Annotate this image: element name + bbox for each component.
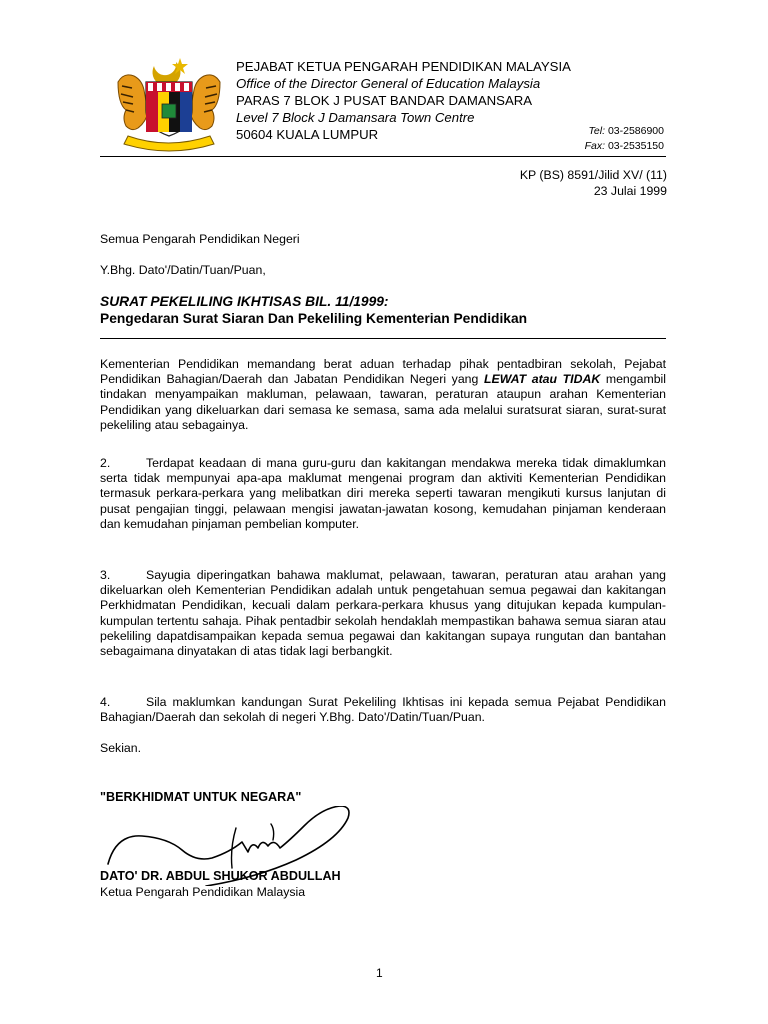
- page-number: 1: [376, 966, 383, 980]
- signatory-name: DATO' DR. ABDUL SHUKOR ABDULLAH: [100, 869, 341, 883]
- paragraph-2: [100, 456, 666, 532]
- paragraph-4-text: Sila maklumkan kandungan Surat Pekeliling Ikhtisas ini kepada semua Pejabat Pendidikan Bahagian/Daerah dan sekolah di negeri Y.Bhg. Dato'/Datin/Tuan/Puan.: [100, 695, 666, 725]
- paragraph-4-number: 4.: [100, 695, 111, 709]
- telephone-number: 03-2586900: [607, 125, 664, 137]
- letter-date: 23 Julai 1999: [593, 184, 667, 198]
- letterhead-office-name: PEJABAT KETUA PENGARAH PENDIDIKAN MALAYSIA: [236, 59, 571, 74]
- signatory-title: Ketua Pengarah Pendidikan Malaysia: [100, 885, 306, 899]
- paragraph-1-emphasis: LEWAT atau TIDAK: [483, 372, 601, 387]
- salutation: Y.Bhg. Dato'/Datin/Tuan/Puan,: [100, 263, 266, 277]
- reference-number: KP (BS) 8591/Jilid XV/ (11): [519, 168, 667, 182]
- paragraph-2-text: Terdapat keadaan di mana guru-guru dan kakitangan mendakwa mereka tidak dimaklumkan serta tidak mempunyai apa-apa maklumat mengenai program dan aktiviti Kementerian Pendidikan termasuk perkara-perkara yang melibatkan diri mereka seperti tawaran mengikuti kursus lanjutan di pusat pengajian tinggi, pelawaan mengisi jawatan-jawatan kosong, kemudahan pinjaman kenderaan dan kemudahan pinjaman pembelian komputer.: [100, 456, 666, 531]
- paragraph-3-text: Sayugia diperingatkan bahawa maklumat, pelawaan, tawaran, peraturan atau arahan yang dikeluarkan oleh Kementerian Pendidikan adalah untuk pengetahuan semua pegawai dan kakitangan Perkhidmatan Pendidikan, kecuali dalam perkara-perkara khusus yang ditujukan kepada kumpulan-kumpulan tertentu sahaja. Pihak pentadbir sekolah hendaklah mempastikan bahawa semua siaran atau pekeliling dapatdisampaikan kepada semua pegawai dan kakitangan supaya rungutan dan bantahan sebagaimana dinyatakan di atas tidak lagi berbangkit.: [100, 568, 666, 659]
- letterhead-address-line: PARAS 7 BLOK J PUSAT BANDAR DAMANSARA: [236, 93, 533, 108]
- fax-line: [585, 139, 664, 154]
- paragraph-3: [100, 568, 666, 659]
- contact-block: [585, 124, 664, 153]
- addressee: Semua Pengarah Pendidikan Negeri: [100, 232, 300, 246]
- reference-block: [520, 167, 667, 199]
- fax-number: 03-2535150: [607, 139, 664, 152]
- telephone-line: [585, 124, 664, 139]
- motto: "BERKHIDMAT UNTUK NEGARA": [100, 790, 302, 804]
- letterhead-postcode-city: 50604 KUALA LUMPUR: [236, 127, 379, 142]
- paragraph-1-text-b: mengambil tindakan menyampaikan makluman, pelawaan, tawaran, peraturan ataupun arahan Kementerian Pendidikan yang dikeluarkan dari semasa ke semasa, sama ada melalui suratsurat siaran, surat-surat pekeliling atau sebagainya.: [100, 372, 666, 432]
- letterhead-address-line-english: Level 7 Block J Damansara Town Centre: [236, 110, 475, 125]
- paragraph-2-number: 2.: [100, 456, 111, 470]
- paragraph-4: [100, 695, 666, 725]
- circular-subject: Pengedaran Surat Siaran Dan Pekeliling Kementerian Pendidikan: [100, 311, 528, 326]
- paragraph-3-number: 3.: [100, 568, 111, 582]
- paragraph-1-text-a: Kementerian Pendidikan memandang berat aduan terhadap pihak pentadbiran sekolah, Pejabat Pendidikan Bahagian/Daerah dan Jabatan Pendidikan Negeri yang: [100, 357, 666, 387]
- letterhead: [236, 58, 571, 143]
- circular-title: SURAT PEKELILING IKHTISAS BIL. 11/1999:: [100, 294, 389, 309]
- title-underline: [100, 338, 666, 339]
- telephone-label: Tel:: [588, 125, 606, 137]
- letterhead-office-name-english: Office of the Director General of Education Malaysia: [236, 76, 541, 91]
- closing-line: Sekian.: [100, 741, 142, 755]
- coat-of-arms-emblem: [110, 52, 228, 152]
- fax-label: Fax:: [584, 139, 606, 152]
- paragraph-1: [100, 357, 666, 433]
- letterhead-divider: [100, 156, 666, 157]
